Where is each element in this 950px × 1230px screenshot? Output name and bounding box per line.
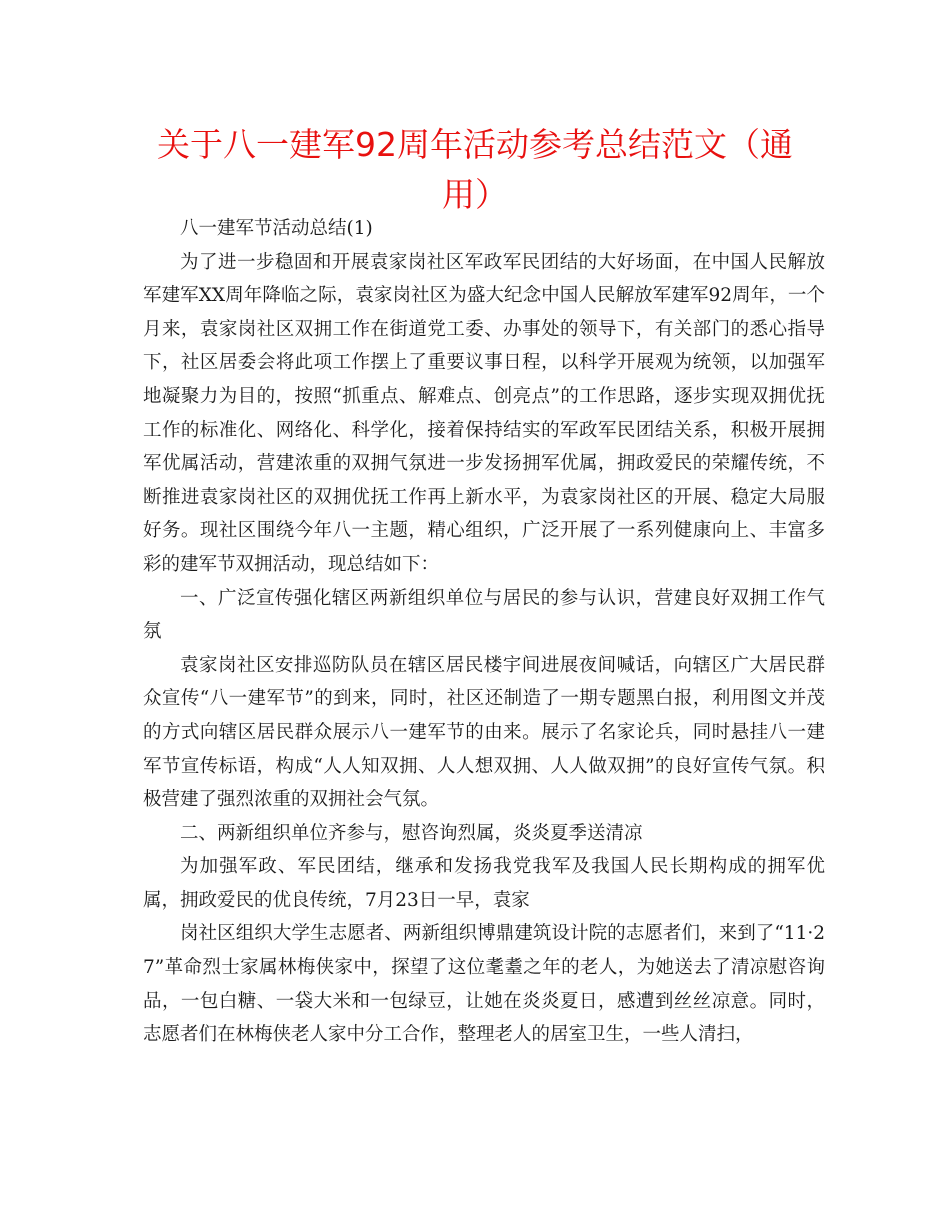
body-paragraph: 岗社区组织大学生志愿者、两新组织博鼎建筑设计院的志愿者们，来到了“11·27”革命烈士家属林梅侠家中，探望了这位耄耋之年的老人，为她送去了清凉慰咨询品，一包白糖、一袋大米和一包绿豆，让她在炎炎夏日，感遭到丝丝凉意。同时，志愿者们在林梅侠老人家中分工合作，整理老人的居室卫生，一些人清扫， bbox=[143, 923, 825, 1046]
section-heading: 一、广泛宣传强化辖区两新组织单位与居民的参与认识，营建良好双拥工作气氛 bbox=[143, 587, 825, 643]
section-heading: 二、两新组织单位齐参与，慰咨询烈属，炎炎夏季送清凉 bbox=[180, 822, 643, 844]
body-paragraph: 为了进一步稳固和开展袁家岗社区军政军民团结的大好场面，在中国人民解放军建军XX周年降临之际，袁家岗社区为盛大纪念中国人民解放军建军92周年，一个月来，袁家岗社区双拥工作在街道党工委、办事处的领导下，有关部门的悉心指导下，社区居委会将此项工作摆上了重要议事日程，以科学开展观为统领，以加强军地凝聚力为目的，按照“抓重点、解难点、创亮点”的工作思路，逐步实现双拥优抚工作的标准化、网络化、科学化，接着保持结实的军政军民团结关系，积极开展拥军优属活动，营建浓重的双拥气氛进一步发扬拥军优属，拥政爱民的荣耀传统，不断推进袁家岗社区的双拥优抚工作再上新水平，为袁家岗社区的开展、稳定大局服好务。现社区围绕今年八一主题，精心组织，广泛开展了一系列健康向上、丰富多彩的建军节双拥活动，现总结如下： bbox=[143, 251, 825, 575]
document-title: 关于八一建军92周年活动参考总结范文（通用） bbox=[157, 125, 793, 214]
body-paragraph: 为加强军政、军民团结，继承和发扬我党我军及我国人民长期构成的拥军优属，拥政爱民的优良传统，7月23日一早，袁家 bbox=[143, 856, 825, 911]
section-heading: 八一建军节活动总结(1) bbox=[180, 218, 373, 239]
body-paragraph: 袁家岗社区安排巡防队员在辖区居民楼宇间进展夜间喊话，向辖区广大居民群众宣传“八一建军节”的到来，同时，社区还制造了一期专题黑白报，利用图文并茂的方式向辖区居民群众展示八一建军节的由来。展示了名家论兵，同时悬挂八一建军节宣传标语，构成“人人知双拥、人人想双拥、人人做双拥”的良好宣传气氛。积极营建了强烈浓重的双拥社会气氛。 bbox=[143, 654, 825, 811]
document-body bbox=[143, 212, 825, 1052]
